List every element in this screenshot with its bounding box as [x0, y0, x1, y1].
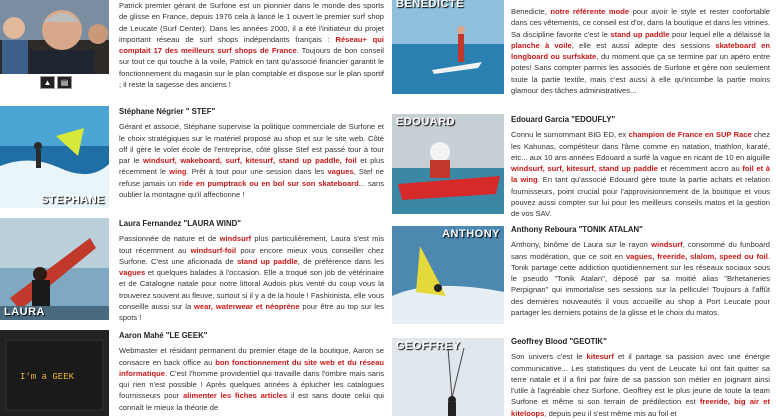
anthony-bio [511, 240, 770, 317]
bio-text: , consommé du funboard sans modération, que ce soit en [511, 240, 770, 261]
stephane-name: Stéphane Négrier " STEF" [119, 107, 216, 116]
print-icon[interactable]: ▤ [57, 76, 72, 89]
edouard-name-tag: EDOUARD [396, 116, 456, 128]
anthony-bio-block [511, 224, 770, 318]
bio-text: et quelques balades à l'occasion. Elle a troqué son job de vétérinaire et de Catalogne natale pour notre littoral Audois plus venté du coup vous la trouverez souvent au fleuve, surtout si il y a de la houle ! Fashionista, elle vous conseille aussi sur la [119, 268, 384, 312]
highlighted-keyword: skateboard en longboard ou surfskate [511, 40, 770, 62]
edouard-photo [392, 114, 504, 214]
laura-name: Laura Fernandez "LAURA WIND" [119, 219, 241, 228]
team-member-anthony [392, 224, 776, 330]
highlighted-keyword: windsurf, surf, kitesurf, stand up paddle [511, 164, 658, 174]
highlighted-keyword: planche à voile [511, 40, 572, 50]
aaron-photo [0, 330, 109, 416]
geek-screen-text: I'm a GEEK [20, 372, 75, 382]
highlighted-keyword: stand up paddle [237, 256, 298, 266]
bio-text: , depuis peu il s'est même mis au foil et [544, 408, 677, 418]
geoffrey-photo [392, 338, 504, 416]
bio-text: plus particulièrement, Laura s'est mis tout récemment au [119, 234, 384, 255]
highlighted-keyword: wing [169, 167, 187, 177]
bio-text: Connu le surnommant BIG ED, ex [511, 130, 629, 140]
team-member-aaron [0, 330, 390, 416]
bio-text: pour lequel elle a délaissé la [669, 29, 770, 39]
bio-text: chez les Kahunas, compétiteur dans l'âme comme en natation, triathlon, karaté, etc... aux 10 ans années Edouard a surfé la vague en ricant de 10 en aiguille [511, 130, 771, 162]
benedicte-bio [511, 6, 770, 96]
stephane-name-tag: STEPHANE [41, 194, 105, 206]
stephane-bio-block [119, 106, 384, 200]
share-icon[interactable]: ▲ [40, 76, 55, 89]
laura-photo [0, 218, 109, 320]
bio-text: . En tant qu'associé Edouard gère toute la partie achats et relation fournisseurs, point crucial pour l'approvisionnement de la boutique et vous pouvez aussi compter sur lui pour les meilleurs conseils matos et la gestion de vos SAV. [511, 175, 770, 219]
team-member-benedicte [392, 0, 776, 110]
laura-bio-block [119, 218, 384, 324]
edouard-bio-block [511, 114, 770, 220]
bio-text: , Stef ne refuse jamais un [119, 167, 384, 188]
geoffrey-bio [511, 352, 770, 417]
aaron-bio-block [119, 330, 384, 413]
highlighted-keyword: windsurf-foil [190, 245, 237, 255]
patrick-photo [0, 0, 109, 74]
team-member-patrick [0, 0, 390, 100]
geoffrey-name: Geoffrey Blood "GEOTIK" [511, 337, 607, 346]
highlighted-keyword: kitesurf [586, 352, 614, 362]
bio-text: et plus récemment le [119, 156, 385, 177]
bio-text: . Prêt à tout pour une session dans les [186, 167, 328, 177]
laura-bio [119, 234, 384, 322]
aaron-bio [119, 346, 384, 411]
geoffrey-name-tag: GEOFFREY [396, 340, 461, 352]
team-member-laura [0, 218, 390, 324]
benedicte-name-tag: BENEDICTE [396, 0, 465, 10]
bio-text: , du moment que ça se termine par un apéro entre potes! Sans compter parmis les associés de Surfone et gère non seulement toute la partie textile, mais c'est aussi à elle qu'incombe la partie moins glamour des tâches administratives... [511, 52, 770, 96]
team-member-geoffrey [392, 336, 776, 416]
team-member-stephane [0, 106, 390, 214]
bio-text: Webmaster et résidant permanent du premier étage de la boutique, Aaron se consacre en back office au [119, 346, 384, 367]
highlighted-keyword: champion de France en SUP Race [628, 130, 752, 140]
bio-text: Passionnée de nature et de [119, 234, 220, 244]
edouard-bio [511, 130, 770, 218]
bio-text: . C'est l'homme providentiel qui travaille dans l'ombre mais sans qui rien n'est possible ! Après quelques années à éplucher les catalogues fournisseurs pour [119, 368, 384, 401]
highlighted-keyword: ride en pumptrack ou en bol sur son skateboard [179, 178, 359, 188]
anthony-name: Anthony Reboura "TONIK ATALAN" [511, 225, 643, 234]
highlighted-keyword: windsurf [219, 234, 252, 244]
bio-text: , de préférence dans les [297, 256, 384, 266]
share-buttons [40, 76, 72, 89]
highlighted-keyword: windsurf, wakeboard, surf, kitesurf, stand up paddle, foil [142, 156, 357, 166]
highlighted-keyword: wear, waterwear et néoprène [194, 302, 300, 312]
bio-text: pour avoir le style et rester confortable dans ces vêtements, ce conseil est d'or, dans la boutique et dans les vitrines. Sa discipline favorite c'est le [511, 7, 770, 39]
benedicte-photo [392, 0, 504, 94]
aaron-name: Aaron Mahé "LE GEEK" [119, 331, 208, 340]
bio-text: il est sans doute celui qui connaît le mieux la théorie de [119, 391, 384, 412]
bio-text: Patrick premier gérant de Surfone est un pionnier dans le monde des sports de glisse en France, depuis 1976 cela à lancé le 1 ouvert le premier surf shop de Leucate (Surf Center). Dans les années 2000, il a été l'initiateur du projet important réseau de surf shops indépendants français : [119, 1, 384, 44]
bio-text: , elle est aussi adepte des sessions [571, 40, 716, 50]
bio-text: Son univers c'est le [511, 352, 587, 362]
highlighted-keyword: freeride, big air et kiteloops [511, 397, 770, 418]
highlighted-keyword: Réseau+ qui comptait 17 des meilleurs surf shops de France [119, 34, 384, 56]
bio-text: et il partage sa passion avec une énergie communicative... Les statistiques du vent de Leucate lui ont fait quitter sa terre natale et il a fini par faire de sa passion son métier en joignant ainsi l'utile à l'agréable chez Surfone. Geoffrey est le plus jeune de toute la team Surfone et même si son terrain de prédilection est [511, 352, 771, 407]
patrick-bio [119, 0, 384, 90]
highlighted-keyword: notre référente mode [550, 7, 630, 16]
team-member-edouard [392, 114, 776, 220]
geoffrey-bio-block [511, 336, 770, 419]
highlighted-keyword: bon fonctionnement du site web et du réseau informatique [119, 357, 385, 378]
highlighted-keyword: foil et à la wing [511, 164, 770, 185]
laura-name-tag: LAURA [4, 306, 45, 318]
anthony-name-tag: ANTHONY [442, 228, 500, 240]
bio-text: Anthony, binôme de Laura sur le rayon [511, 240, 652, 250]
bio-text: ... sans oublier la montagne qu'il affectionne ! [119, 178, 384, 200]
highlighted-keyword: vagues [327, 167, 354, 177]
bio-text: . Tonik partage cette addiction quotidiennement sur les réseaux sociaux sous le pseudo "Tonik Atalan", déposé par sa moitié alias "Brhetaneries Perpignan" qui immortalise ses sessions sur la pellicule! Toujours à l'affût des dernières nouveautés il vous accueille au shop à Port Leucate pour partager les derniers potains de la glisse et le choix du matos. [511, 251, 770, 318]
bio-text: . Toujours de bon conseil sur tout ce qui touche à la voile, Patrick en tant qu'associé financier garantit le fonctionnement du magasin sur le plan comptable et dispose sur le plan sportif ; il reste la sagesse des anciens ! [119, 46, 384, 90]
highlighted-keyword: vagues, freeride, slalom, speed ou foil [625, 251, 768, 261]
edouard-name: Edouard Garcia "EDOUFLY" [511, 115, 616, 124]
bio-text: pour encore mieux vous conseiller chez Surfone. C'est une aficionada de [119, 245, 384, 266]
highlighted-keyword: vagues [119, 268, 146, 278]
bio-text: et récemment accro au [657, 164, 743, 174]
bio-text: pour être au top sur les spots ! [119, 302, 384, 323]
anthony-photo [392, 226, 504, 324]
bio-text: Gérant et associé, Stéphane supervise la politique commerciale de Surfone et le choix stratégiques sur le matériel proposé au shop et sur le site web. Côté off il gère le volet école de l'entreprise, côté glisse Stef est passé tour à tour par le [119, 122, 384, 166]
highlighted-keyword: windsurf [651, 240, 683, 250]
bio-text: Benedicte, [511, 7, 551, 16]
stephane-bio [119, 122, 384, 199]
highlighted-keyword: stand up paddle [610, 29, 670, 39]
stephane-photo [0, 106, 109, 208]
highlighted-keyword: alimenter les fiches articles [183, 391, 288, 401]
